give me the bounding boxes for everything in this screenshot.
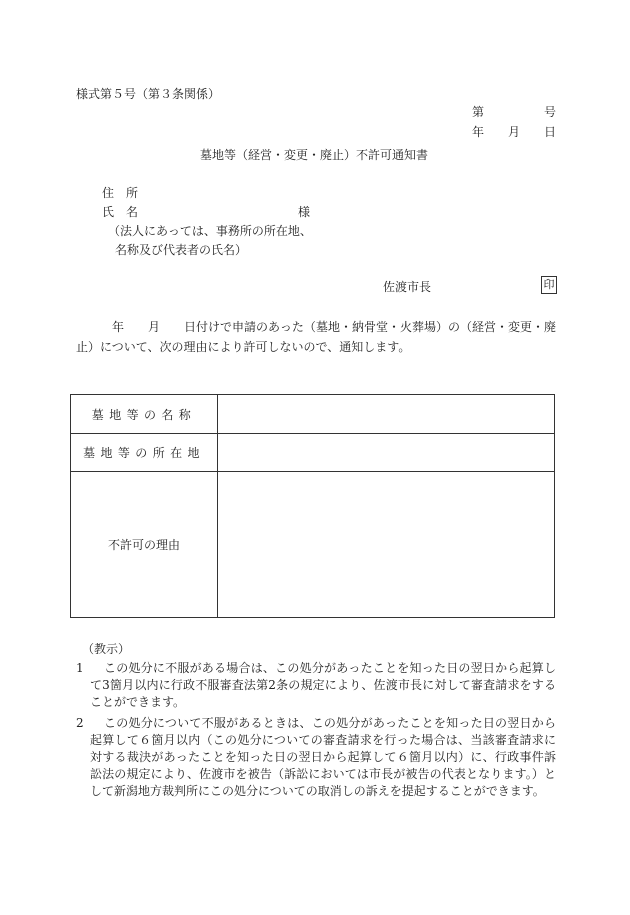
- notice-body: 年 月 日付けで申請のあった（墓地・納骨堂・火葬場）の（経営・変更・廃止）について、次の理由により許可しないので、通知します。: [76, 320, 556, 354]
- cemetery-name-value: [218, 395, 555, 434]
- cemetery-location-label: 墓地等の所在地: [71, 434, 218, 472]
- instruction-number: 1: [76, 661, 84, 675]
- instruction-number: 2: [76, 716, 84, 730]
- table-row: [71, 434, 555, 472]
- table-row: [71, 395, 555, 434]
- instruction-item-1: [76, 660, 556, 711]
- corporate-note-line2: 名称及び代表者の氏名）: [115, 243, 248, 257]
- instruction-item-2: [76, 715, 556, 800]
- document-title: 墓地等（経営・変更・廃止）不許可通知書: [200, 148, 429, 162]
- rejection-reason-label: 不許可の理由: [71, 472, 218, 618]
- table-row: [71, 472, 555, 618]
- corporate-note-line1: （法人にあっては、事務所の所在地、: [108, 224, 312, 238]
- seal-mark: 印: [541, 276, 557, 294]
- instruction-text: この処分について不服があるときは、この処分があったことを知った日の翌日から起算して６箇月以内（この処分についての審査請求を行った場合は、当該審査請求に対する裁決があったことを知った日の翌日から起算して６箇月以内）に、行政事件訴訟法の規定により、佐渡市を被告（訴訟においては市長が被告の代表となります。）として新潟地方裁判所にこの処分についての取消しの訴えを提起することができます。: [90, 716, 556, 798]
- info-table: [70, 394, 555, 618]
- issuer-name: 佐渡市長: [383, 280, 432, 294]
- honorific: 様: [298, 205, 311, 219]
- form-label: 様式第５号（第３条関係）: [76, 87, 221, 101]
- document-number: 第 号: [471, 105, 556, 119]
- instruction-text: この処分に不服がある場合は、この処分があったことを知った日の翌日から起算して3箇月以内に行政不服審査法第2条の規定により、佐渡市長に対して審査請求をすることができます。: [90, 661, 556, 709]
- cemetery-location-value: [218, 434, 555, 472]
- name-label: 氏 名: [102, 205, 139, 219]
- cemetery-name-label: 墓地等の名称: [71, 395, 218, 434]
- instructions-heading: （教示）: [82, 642, 131, 656]
- address-label: 住 所: [102, 186, 139, 200]
- document-date: 年 月 日: [471, 125, 556, 139]
- rejection-reason-value: [218, 472, 555, 618]
